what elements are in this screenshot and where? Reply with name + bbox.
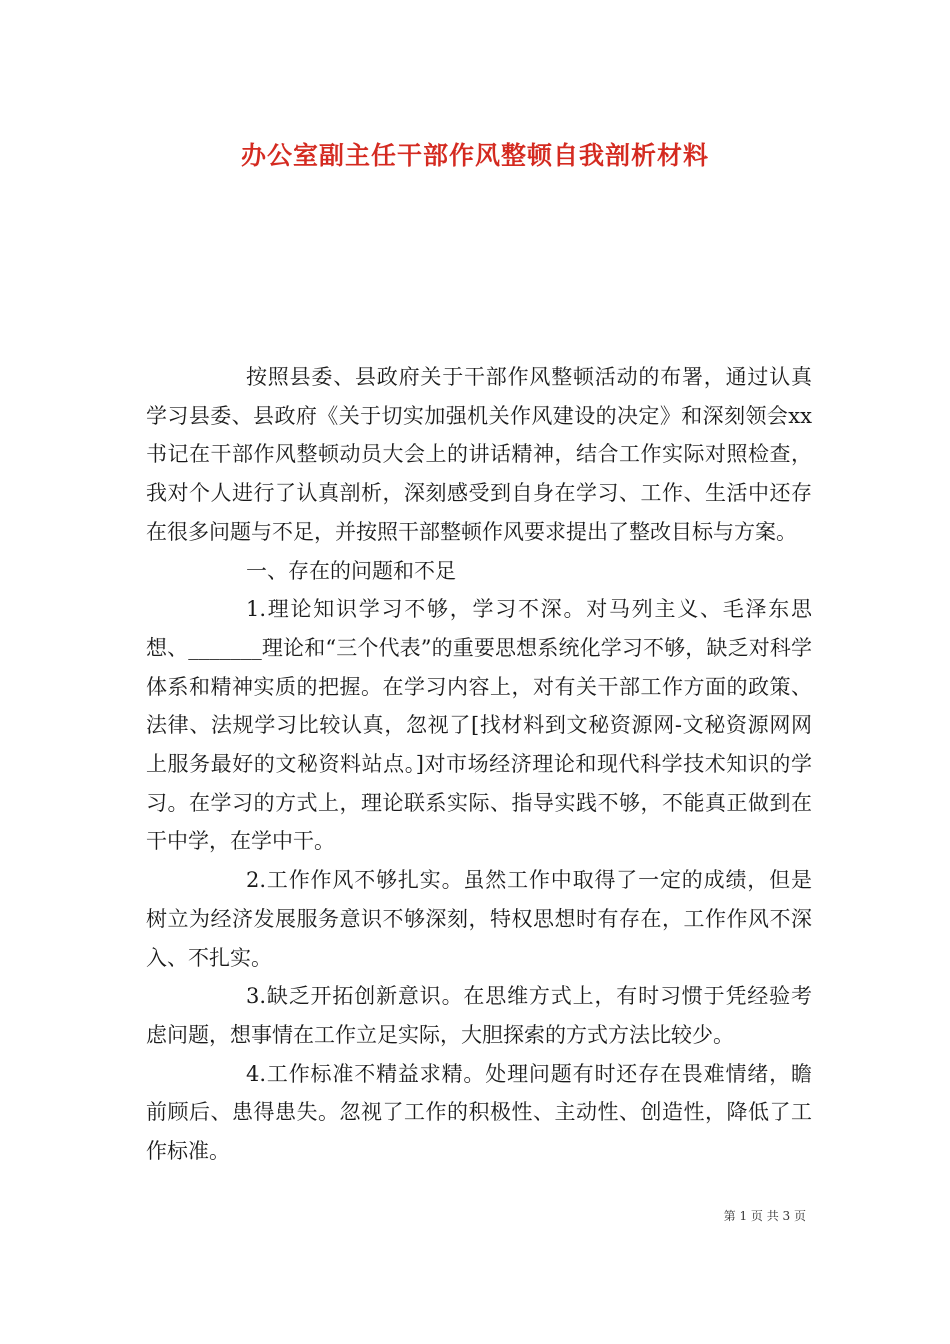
document-title: 办公室副主任干部作风整顿自我剖析材料: [240, 141, 709, 170]
page-number-footer: 第 1 页 共 3 页: [723, 1209, 806, 1223]
document-body: [146, 358, 812, 1171]
section-heading: 一、存在的问题和不足: [246, 558, 456, 583]
intro-paragraph: 按照县委、县政府关于干部作风整顿活动的布署，通过认真学习县委、县政府《关于切实加强机关作风建设的决定》和深刻领会xx书记在干部作风整顿动员大会上的讲话精神，结合工作实际对照检查，我对个人进行了认真剖析，深刻感受到自身在学习、工作、生活中还存在很多问题与不足，并按照干部整顿作风要求提出了整改目标与方案。: [146, 365, 812, 544]
item-paragraph-2: 2.工作作风不够扎实。虽然工作中取得了一定的成绩，但是树立为经济发展服务意识不够深刻，特权思想时有存在，工作作风不深入、不扎实。: [146, 868, 812, 970]
item-paragraph-3: 3.缺乏开拓创新意识。在思维方式上，有时习惯于凭经验考虑问题，想事情在工作立足实际，大胆探索的方式方法比较少。: [146, 984, 812, 1047]
item-paragraph-1: 1.理论知识学习不够，学习不深。对马列主义、毛泽东思想、_______理论和“三个代表”的重要思想系统化学习不够，缺乏对科学体系和精神实质的把握。在学习内容上，对有关干部工作方面的政策、法律、法规学习比较认真，忽视了[找材料到文秘资源网-文秘资源网网上服务最好的文秘资料站点。]对市场经济理论和现代科学技术知识的学习。在学习的方式上，理论联系实际、指导实践不够，不能真正做到在干中学，在学中干。: [146, 597, 812, 854]
item-paragraph-4: 4.工作标准不精益求精。处理问题有时还存在畏难情绪，瞻前顾后、患得患失。忽视了工作的积极性、主动性、创造性，降低了工作标准。: [146, 1061, 812, 1164]
